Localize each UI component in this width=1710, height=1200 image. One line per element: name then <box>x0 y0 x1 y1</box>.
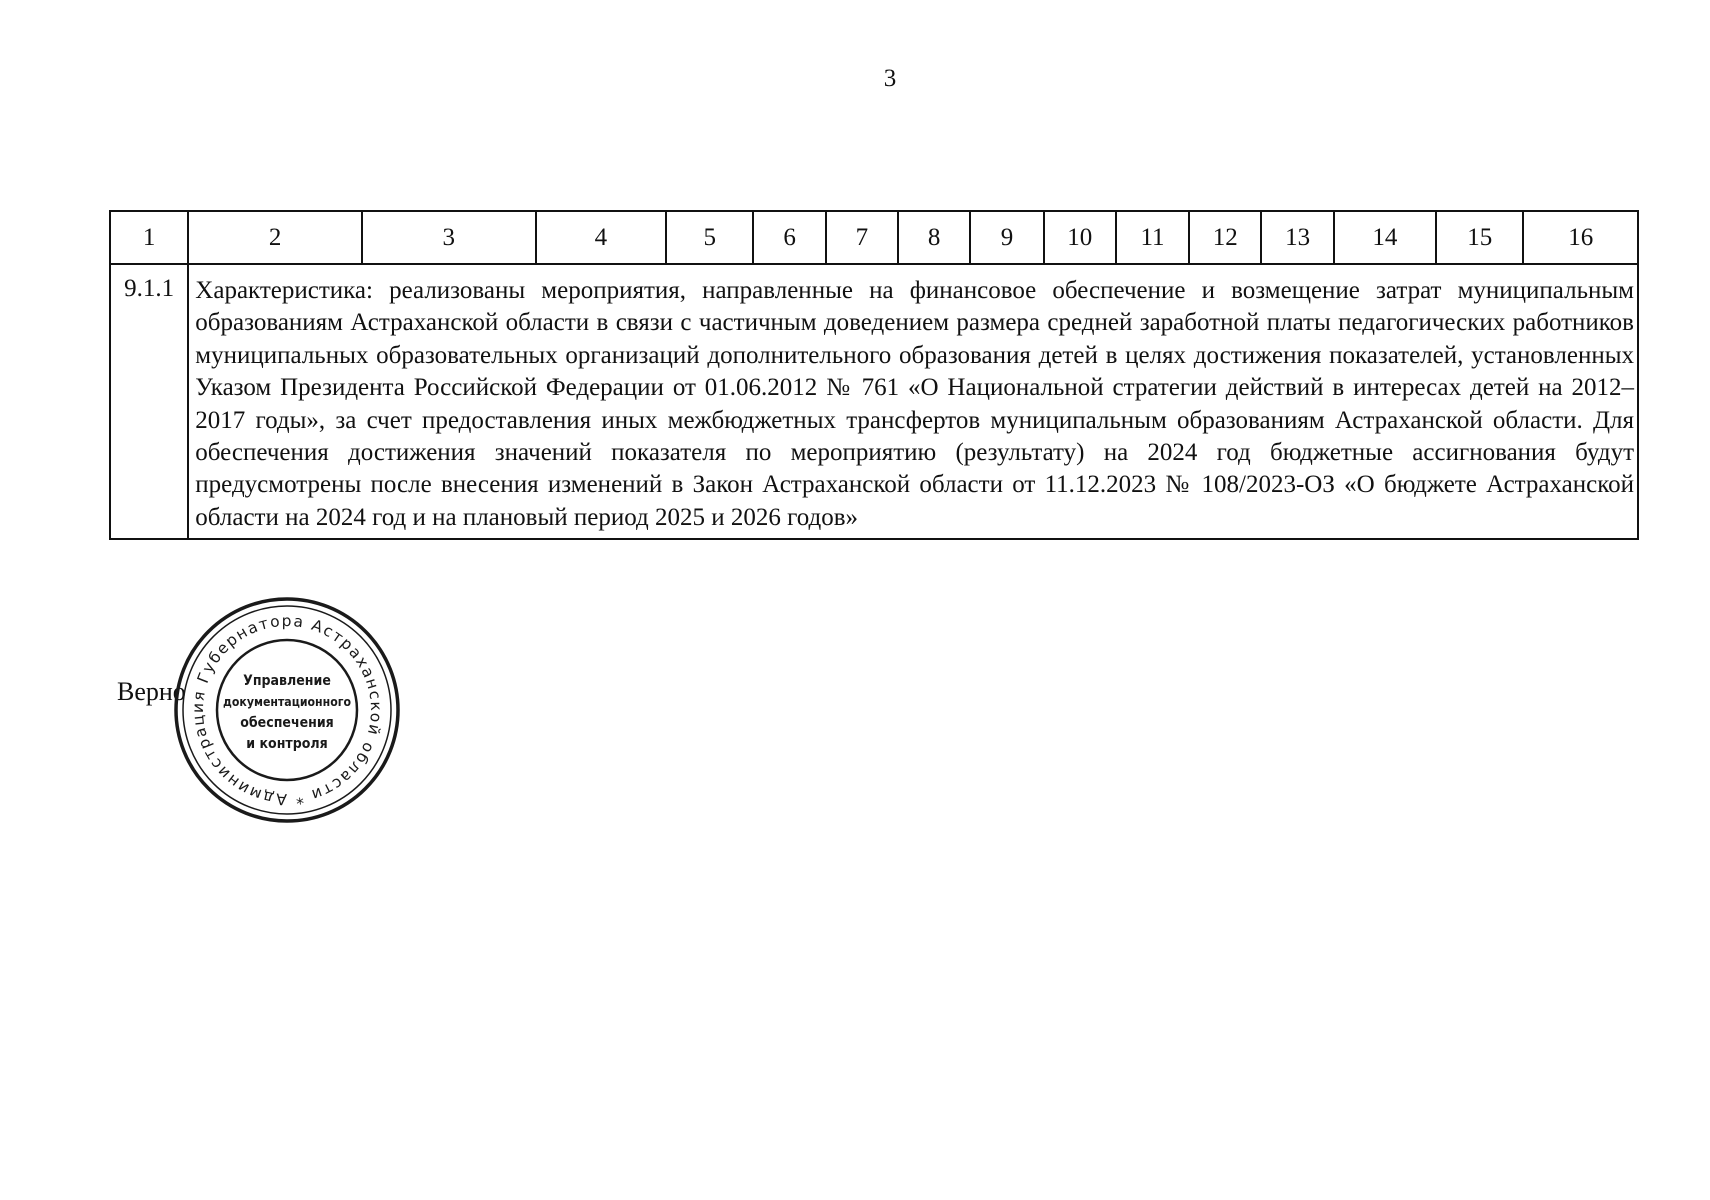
column-header: 4 <box>536 211 667 264</box>
stamp-ring-text: Администрация Губернатора Астраханской области * <box>188 611 386 809</box>
certification-label: Верно <box>117 677 186 706</box>
page-number: 3 <box>883 65 897 92</box>
column-header: 5 <box>666 211 753 264</box>
stamp-seal <box>172 595 402 825</box>
column-header: 12 <box>1189 211 1261 264</box>
document-table <box>109 210 1639 540</box>
column-header: 1 <box>110 211 188 264</box>
column-header: 8 <box>898 211 970 264</box>
column-header: 3 <box>362 211 536 264</box>
column-header: 9 <box>970 211 1043 264</box>
row-number: 9.1.1 <box>110 264 188 539</box>
stamp-center-line: и контроля <box>246 736 328 752</box>
stamp-center-line: обеспечения <box>240 715 334 731</box>
svg-text:Администрация Губернатора Астр <box>189 612 385 808</box>
row-description: Характеристика: реализованы мероприятия, направленные на финансовое обеспечение и возмещение затрат муниципальным образованиям Астраханской области в связи с частичным доведением размера средней заработной платы педагогических работников муниципальных образовательных организаций дополнительного образования детей в целях достижения показателей, установленных Указом Президента Российской Федерации от 01.06.2012 № 761 «О Национальной стратегии действий в интересах детей на 2012–2017 годы», за счет предоставления иных межбюджетных трансфертов муниципальным образованиям Астраханской области. Для обеспечения достижения значений показателя по мероприятию (результату) на 2024 год бюджетные ассигнования будут предусмотрены после внесения изменений в Закон Астраханской области от 11.12.2023 № 108/2023-ОЗ «О бюджете Астраханской области на 2024 год и на плановый период 2025 и 2026 годов» <box>188 264 1638 539</box>
column-header: 15 <box>1436 211 1523 264</box>
table-row <box>110 264 1638 539</box>
column-header: 7 <box>826 211 898 264</box>
column-header: 10 <box>1044 211 1116 264</box>
table-header-row <box>110 211 1638 264</box>
column-header: 14 <box>1334 211 1436 264</box>
stamp-center-line: Управление <box>243 673 331 689</box>
column-header: 2 <box>188 211 362 264</box>
column-header: 13 <box>1261 211 1333 264</box>
column-header: 16 <box>1523 211 1638 264</box>
column-header: 6 <box>753 211 825 264</box>
column-header: 11 <box>1116 211 1189 264</box>
stamp-center-line: документационного <box>223 694 352 709</box>
official-stamp <box>172 595 402 825</box>
